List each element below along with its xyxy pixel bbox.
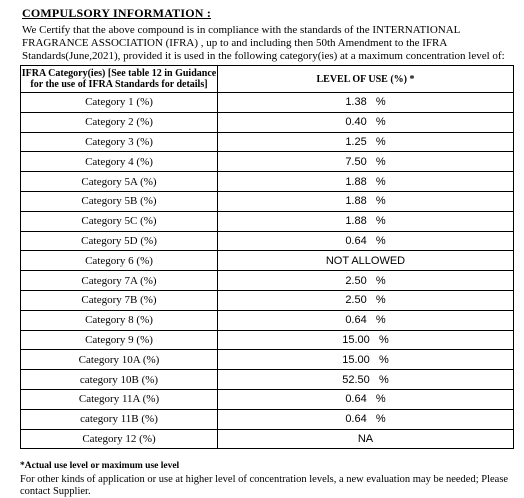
level-cell: 0.64 % xyxy=(218,231,514,251)
table-row xyxy=(21,152,514,172)
table-row xyxy=(21,409,514,429)
table-row xyxy=(21,389,514,409)
category-cell: Category 5C (%) xyxy=(21,211,218,231)
table-row xyxy=(21,290,514,310)
ifra-category-table xyxy=(20,65,514,449)
category-cell: category 11B (%) xyxy=(21,409,218,429)
level-cell: 1.88 % xyxy=(218,191,514,211)
category-cell: Category 5A (%) xyxy=(21,172,218,192)
level-cell: 2.50 % xyxy=(218,290,514,310)
level-cell: NOT ALLOWED xyxy=(218,251,514,271)
level-cell: 15.00 % xyxy=(218,330,514,350)
table-row xyxy=(21,330,514,350)
level-cell: 1.88 % xyxy=(218,211,514,231)
table-row xyxy=(21,231,514,251)
table-row xyxy=(21,132,514,152)
footnote: *Actual use level or maximum use level xyxy=(20,461,180,471)
category-cell: Category 12 (%) xyxy=(21,429,218,449)
category-cell: Category 7B (%) xyxy=(21,290,218,310)
category-cell: Category 9 (%) xyxy=(21,330,218,350)
category-cell: Category 4 (%) xyxy=(21,152,218,172)
level-cell: 0.64 % xyxy=(218,389,514,409)
level-cell: 15.00 % xyxy=(218,350,514,370)
level-cell: 1.25 % xyxy=(218,132,514,152)
table-row xyxy=(21,172,514,192)
category-cell: Category 7A (%) xyxy=(21,271,218,291)
table-row xyxy=(21,271,514,291)
category-cell: Category 2 (%) xyxy=(21,112,218,132)
table-row xyxy=(21,112,514,132)
table-row xyxy=(21,350,514,370)
compliance-statement: We Certify that the above compound is in compliance with the standards of the INTERNATIONAL FRAGRANCE ASSOCIATION (IFRA) , up to and including then 50th Amendment to the IFRA Standards(June,2021), provided it is used in the following category(ies) at a maximum concentration level of: xyxy=(22,24,505,62)
category-cell: Category 5B (%) xyxy=(21,191,218,211)
category-cell: Category 8 (%) xyxy=(21,310,218,330)
table-row xyxy=(21,429,514,449)
table-row xyxy=(21,310,514,330)
header-level-of-use: LEVEL OF USE (%) * xyxy=(218,66,514,93)
level-cell: 0.40 % xyxy=(218,112,514,132)
table-row xyxy=(21,93,514,113)
header-category: IFRA Category(ies) [See table 12 in Guidance for the use of IFRA Standards for details] xyxy=(21,66,218,93)
section-heading: COMPULSORY INFORMATION : xyxy=(22,6,212,20)
level-cell: 2.50 % xyxy=(218,271,514,291)
level-cell: 0.64 % xyxy=(218,409,514,429)
level-cell: 1.38 % xyxy=(218,93,514,113)
category-cell: Category 3 (%) xyxy=(21,132,218,152)
level-cell: NA xyxy=(218,429,514,449)
category-cell: Category 5D (%) xyxy=(21,231,218,251)
table-row xyxy=(21,191,514,211)
category-cell: Category 6 (%) xyxy=(21,251,218,271)
category-cell: Category 11A (%) xyxy=(21,389,218,409)
contact-note: For other kinds of application or use at higher level of concentration levels, a new evaluation may be needed; Please contact Supplier. xyxy=(20,474,509,497)
table-row xyxy=(21,211,514,231)
level-cell: 1.88 % xyxy=(218,172,514,192)
table-header-row xyxy=(21,66,514,93)
table-row xyxy=(21,370,514,390)
category-cell: Category 10A (%) xyxy=(21,350,218,370)
category-cell: category 10B (%) xyxy=(21,370,218,390)
level-cell: 52.50 % xyxy=(218,370,514,390)
level-cell: 7.50 % xyxy=(218,152,514,172)
table-row xyxy=(21,251,514,271)
category-cell: Category 1 (%) xyxy=(21,93,218,113)
level-cell: 0.64 % xyxy=(218,310,514,330)
